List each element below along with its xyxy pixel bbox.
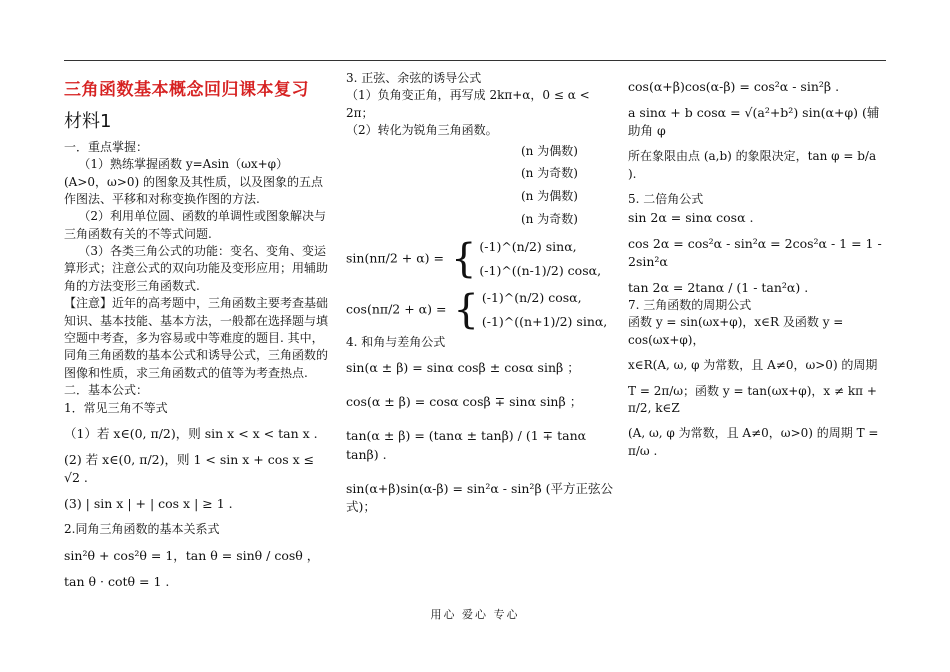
note-paragraph: 【注意】近年的高考题中，三角函数主要考查基础知识、基本技能、基本方法，一般都在选择题与填空题中考查，多为容易或中等难度的题目. 其中，同角三角函数的基本公式和诱导公式，三角函数的图像和性质，求三角函数式的值等为考查热点. [64, 296, 329, 380]
subsection-heading: 2.同角三角函数的基本关系式 [64, 522, 220, 537]
paragraph: 函数 y = sin(ωx+φ)，x∈R 及函数 y = cos(ωx+φ)， [628, 315, 844, 347]
formula: sin(α ± β) = sinα cosβ ± cosα sinβ ； [346, 360, 580, 376]
formula-lhs: cos(nπ/2 + α) = [346, 301, 447, 317]
paragraph: (A>0，ω>0) 的图象及其性质，以及图象的五点作图法、平移和对称变换作图的方法. [64, 174, 324, 206]
page-footer: 用心 爱心 专心 [430, 608, 520, 621]
header-rule [64, 60, 886, 61]
formula: tan θ · cotθ = 1 . [64, 574, 170, 589]
paragraph: （3）各类三角公式的功能：变名、变角、变运算形式；注意公式的双向功能及变形应用；用辅助角的方法变形三角函数式. [64, 244, 329, 293]
case-line: (-1)^((n+1)/2) sinα, [481, 314, 608, 329]
formula-lhs: sin(nπ/2 + α) = [346, 250, 444, 265]
paragraph: T = 2π/ω；函数 y = tan(ωx+φ)，x ≠ kπ + π/2, k∈Z [628, 383, 877, 415]
column-left [64, 70, 334, 591]
paragraph: (A, ω, φ 为常数，且 A≠0，ω>0) 的周期 T = π/ω . [628, 426, 879, 458]
material-label: 材料1 [64, 110, 112, 132]
section-heading: 一．重点掌握： [64, 139, 149, 154]
cos-induction-formula [346, 286, 618, 334]
parity-label: (n 为奇数) [521, 211, 578, 226]
section-heading: 二．基本公式： [64, 383, 149, 398]
document-title: 三角函数基本概念回归课本复习 [64, 80, 309, 100]
column-right [628, 70, 888, 460]
column-middle [346, 70, 618, 516]
section-heading: 5. 二倍角公式 [628, 192, 704, 207]
formula: cos(α ± β) = cosα cosβ ∓ sinα sinβ ； [346, 394, 583, 410]
paragraph: x∈R(A, ω, φ 为常数，且 A≠0，ω>0) 的周期 [628, 358, 878, 373]
formula: cos 2α = cos²α - sin²α = 2cos²α - 1 = 1 - 2sin²α [628, 235, 882, 269]
section-heading: 7. 三角函数的周期公式 [628, 298, 752, 313]
paragraph: （1）负角变正角，再写成 2kπ+α，0 ≤ α < 2π； [346, 88, 590, 120]
left-brace: { [450, 235, 477, 282]
paragraph: （2）转化为锐角三角函数。 [346, 123, 498, 138]
formula: sin²θ + cos²θ = 1，tan θ = sinθ / cosθ ， [64, 547, 320, 563]
case-line: (-1)^(n/2) sinα, [479, 238, 577, 254]
parity-label: (n 为偶数) [521, 189, 578, 204]
paragraph: （2）利用单位圆、函数的单调性或图象解决与三角函数有关的不等式问题. [64, 209, 327, 241]
parity-label: (n 为奇数) [521, 166, 578, 181]
formula: sin(α+β)sin(α-β) = sin²α - sin²β (平方正弦公式)； [346, 480, 614, 514]
section-heading: 3. 正弦、余弦的诱导公式 [346, 71, 482, 85]
formula: (2) 若 x∈(0, π/2)，则 1 < sin x + cos x ≤ √2 . [64, 452, 315, 486]
left-brace: { [453, 287, 479, 333]
case-line: (-1)^((n-1)/2) cosα, [479, 262, 602, 278]
paragraph: （1）熟练掌握函数 y=Asin（ωx+φ） [78, 157, 289, 172]
section-heading: 4. 和角与差角公式 [346, 334, 446, 349]
formula: （1）若 x∈(0, π/2)，则 sin x < x < tan x . [64, 425, 318, 441]
sin-induction-formula [346, 235, 618, 283]
formula: sin 2α = sinα cosα . [628, 209, 754, 225]
formula: tan 2α = 2tanα / (1 - tan²α) . [628, 279, 809, 295]
case-line: (-1)^(n/2) cosα, [481, 290, 582, 306]
subsection-heading: 1．常见三角不等式 [64, 400, 168, 415]
formula: cos(α+β)cos(α-β) = cos²α - sin²β . [628, 79, 840, 94]
formula: a sinα + b cosα = √(a²+b²) sin(α+φ) (辅助角 φ [628, 105, 880, 139]
parity-label: (n 为偶数) [521, 143, 578, 158]
formula: (3) | sin x | + | cos x | ≥ 1 . [64, 496, 233, 512]
paragraph: 所在象限由点 (a,b) 的象限决定，tan φ = b/a ). [628, 149, 877, 181]
formula: tan(α ± β) = (tanα ± tanβ) / (1 ∓ tanα tanβ) . [346, 428, 587, 462]
